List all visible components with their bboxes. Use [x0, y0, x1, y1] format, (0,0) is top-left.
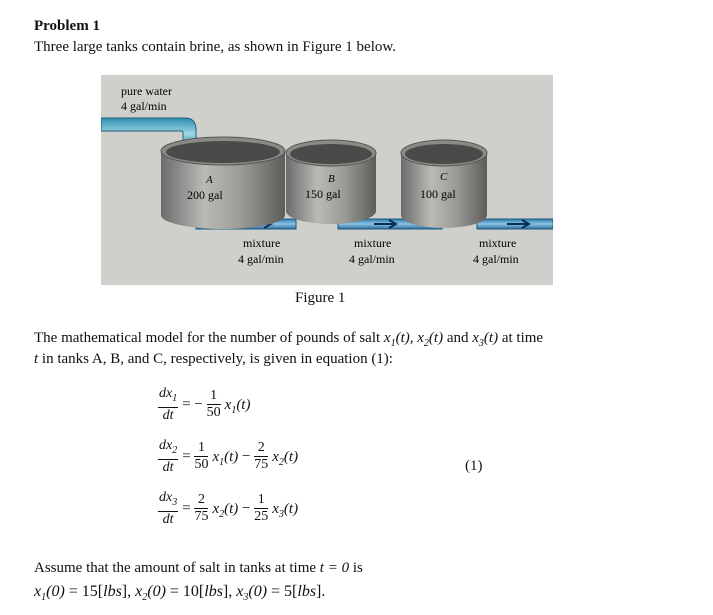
initial-time: t = 0: [319, 560, 350, 576]
tank-b-volume: 150 gal: [305, 187, 341, 201]
initial-text: Assume that the amount of salt in tanks at time: [34, 560, 320, 576]
flow-3-rate: 4 gal/min: [473, 252, 519, 266]
figure-caption: Figure 1: [295, 290, 346, 306]
eq2-coef2: $\frac{2}{75}$: [254, 440, 269, 473]
tank-b-name: B: [328, 173, 335, 185]
tank-diagram: [101, 75, 553, 285]
tank-c-name: C: [440, 171, 448, 183]
tank-figure: [101, 75, 553, 285]
flow-2-rate: 4 gal/min: [349, 252, 395, 266]
tank-a-volume: 200 gal: [187, 188, 223, 202]
model-paragraph-line1: The mathematical model for the number of pounds of salt $x_1(t)$, $x_2(t)$ and $x_3(t)$ at time: [34, 330, 544, 349]
unit-lbs: lbs: [204, 583, 223, 600]
unit-lbs: lbs: [103, 583, 122, 600]
flow-2-label: mixture: [354, 236, 392, 250]
para1-text-a: The mathematical model for the number of pounds of salt: [34, 330, 384, 346]
tank-a-name: A: [206, 174, 213, 186]
eq2-lhs: $\frac{dx_2}{dt}$: [159, 438, 178, 475]
initial-text-end: is: [349, 560, 363, 576]
x2-initial: 10: [182, 583, 199, 600]
inflow-rate: 4 gal/min: [121, 99, 167, 113]
equation-2: $\frac{dx_2}{dt}$ = $\frac{1}{50}$ $x_1(t)$ − $\frac{2}{75}$ $x_2(t)$: [159, 438, 299, 475]
unit-lbs: lbs: [297, 583, 317, 600]
para2-text: in tanks A, B, and C, respectively, is given in equation (1):: [38, 351, 393, 367]
eq3-coef2: $\frac{1}{25}$: [254, 492, 269, 525]
para1-text-b: at time: [498, 330, 544, 346]
flow-1-label: mixture: [243, 236, 281, 250]
equation-1: $\frac{dx_1}{dt}$ = − $\frac{1}{50}$ $x_1(t)$: [159, 386, 251, 423]
equation-number: (1): [465, 458, 483, 474]
flow-1-rate: 4 gal/min: [238, 252, 284, 266]
eq1-lhs: $\frac{dx_1}{dt}$: [159, 386, 178, 423]
eq3-lhs: $\frac{dx_3}{dt}$: [159, 490, 178, 527]
x1-initial: 15: [81, 583, 98, 600]
tank-c: [401, 140, 487, 228]
eq1-coef1: $\frac{1}{50}$: [206, 388, 221, 421]
initial-condition-text: [34, 560, 363, 577]
model-paragraph-line2: [34, 351, 393, 368]
eq3-coef1: $\frac{2}{75}$: [194, 492, 209, 525]
eq2-coef1: $\frac{1}{50}$: [194, 440, 209, 473]
salt-function-x3: $x_3(t)$: [472, 330, 499, 349]
flow-3-label: mixture: [479, 236, 517, 250]
ode-system: [158, 386, 408, 536]
problem-title: Problem 1: [34, 18, 100, 34]
tank-c-volume: 100 gal: [420, 187, 456, 201]
initial-conditions: $x_1(0) = 15[lbs]$, $x_2(0) = 10[lbs]$, $x_3(0) = 5[lbs]$.: [34, 583, 326, 604]
inflow-label: pure water: [121, 84, 172, 98]
x3-initial: 5: [284, 583, 293, 600]
salt-functions: $x_1(t)$, $x_2(t)$: [383, 330, 444, 349]
time-variable: t: [34, 351, 39, 367]
problem-intro: Three large tanks contain brine, as shown in Figure 1 below.: [34, 39, 396, 55]
tank-a: [161, 137, 285, 229]
equation-3: $\frac{dx_3}{dt}$ = $\frac{2}{75}$ $x_2(t)$ − $\frac{1}{25}$ $x_3(t)$: [159, 490, 299, 527]
